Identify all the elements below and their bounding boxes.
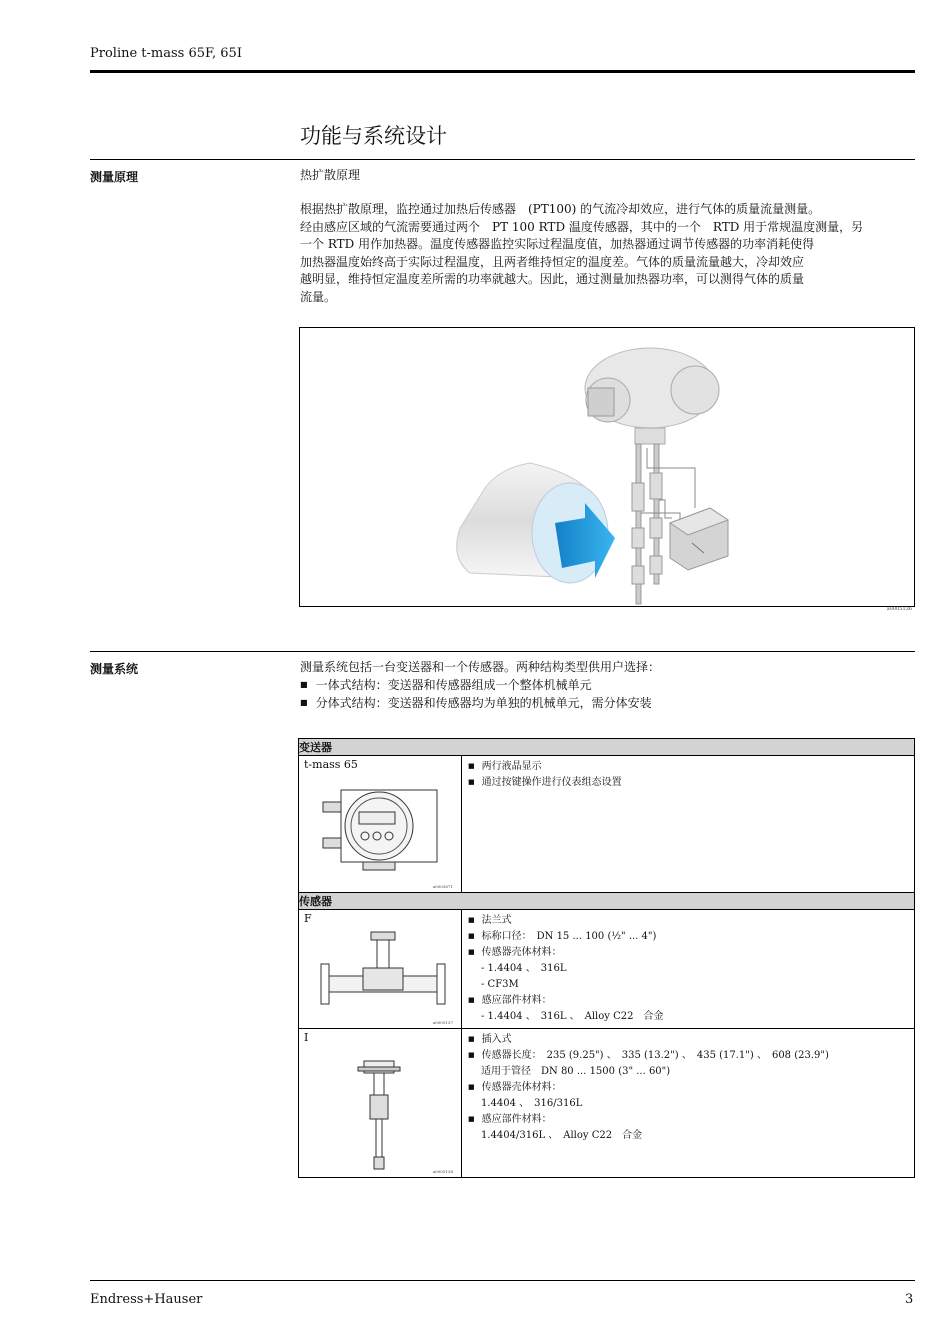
footer-rule (90, 1280, 915, 1281)
spec-bullet: ■ 标称口径： DN 15 ... 100 (½" ... 4") (468, 929, 908, 945)
system-bullets (300, 677, 652, 713)
para-line: 加热器温度始终高于实际过程温度，且两者维持恒定的温度差。气体的质量流量越大，冷却效应 (300, 254, 805, 269)
section-rule (90, 159, 915, 160)
principle-label: 测量原理 (90, 170, 139, 184)
sensor-i-code: a0005138 (432, 1169, 453, 1174)
spec-bullet: ■ 传感器长度： 235 (9.25") 、 335 (13.2") 、 435 (17.1") 、 608 (23.9") (468, 1048, 908, 1064)
sensor-f-row (299, 910, 915, 1029)
para-line: 越明显，维持恒定温度差所需的功率就越大。因此，通过测量加热器功率，可以测得气体的质量 (300, 272, 805, 286)
sensor-f-code: a0005137 (432, 1020, 453, 1025)
spec-bullet: ■ 两行液晶显示 (468, 759, 908, 775)
sensor-header: 传感器 (299, 893, 915, 910)
transmitter-header-row (299, 739, 915, 756)
spec-subline: 1.4404/316L 、 Alloy C22 合金 (481, 1130, 643, 1141)
transmitter-row (299, 756, 915, 893)
spec-subline: 1.4404 、 316/316L (481, 1098, 583, 1109)
principle-figure (299, 327, 915, 607)
transmitter-desc (462, 756, 915, 893)
figure-code: a0005136 (886, 606, 912, 612)
spec-subline: - CF3M (481, 979, 519, 990)
para-line: 经由感应区域的气流需要通过两个 PT 100 RTD 温度传感器，其中的一个 RTD 用于常规温度测量，另 (300, 219, 864, 234)
transmitter-header: 变送器 (299, 739, 915, 756)
spec-bullet: ■ 感应部件材料： (468, 1112, 908, 1128)
spec-subline: 适用于管径 DN 80 ... 1500 (3" ... 60") (481, 1066, 671, 1077)
principle-subtitle: 热扩散原理 (300, 168, 361, 182)
principle-paragraph (300, 201, 915, 306)
spec-bullet: ■ 感应部件材料： (468, 993, 908, 1009)
insertion-sensor-drawing (354, 1057, 414, 1177)
sensor-i-desc (462, 1029, 915, 1178)
transmitter-code: a0003671 (432, 884, 453, 889)
bullet-item: ■ 分体式结构：变送器和传感器均为单独的机械单元，需分体安装 (300, 695, 652, 713)
para-line: 根据热扩散原理，监控通过加热后传感器 (PT100) 的气流冷却效应，进行气体的质量流量测量。 (300, 202, 821, 216)
thermal-dispersion-illustration (300, 328, 914, 606)
transmitter-name: t-mass 65 (304, 758, 358, 771)
sensor-header-row (299, 893, 915, 910)
sensor-f-image-cell (299, 910, 462, 1029)
transmitter-drawing (319, 782, 449, 882)
header-rule (90, 70, 915, 73)
system-label: 测量系统 (90, 662, 139, 676)
sensor-f-desc (462, 910, 915, 1029)
system-intro: 测量系统包括一台变送器和一个传感器。两种结构类型供用户选择： (300, 660, 661, 674)
para-line: 流量。 (300, 289, 337, 304)
transmitter-image-cell (299, 756, 462, 893)
footer-brand: Endress+Hauser (90, 1292, 203, 1307)
flange-sensor-drawing (313, 928, 453, 1018)
sensor-f-name: F (304, 912, 312, 925)
para-line: 一个 RTD 用作加热器。温度传感器监控实际过程温度值，加热器通过调节传感器的功率消耗使得 (300, 237, 815, 251)
spec-subline: - 1.4404 、 316L 、 Alloy C22 合金 (481, 1011, 664, 1022)
section-rule-2 (90, 651, 915, 652)
bullet-item: ■ 一体式结构：变送器和传感器组成一个整体机械单元 (300, 677, 652, 695)
sensor-i-row (299, 1029, 915, 1178)
spec-bullet: ■ 传感器壳体材料： (468, 945, 908, 961)
spec-bullet: ■ 通过按键操作进行仪表组态设置 (468, 775, 908, 791)
spec-subline: - 1.4404 、 316L (481, 963, 567, 974)
spec-table (298, 738, 915, 1178)
spec-bullet: ■ 法兰式 (468, 913, 908, 929)
section-title: 功能与系统设计 (300, 124, 447, 148)
sensor-i-name: I (304, 1031, 309, 1044)
spec-bullet: ■ 传感器壳体材料： (468, 1080, 908, 1096)
page-number: 3 (905, 1292, 914, 1307)
sensor-i-image-cell (299, 1029, 462, 1178)
spec-bullet: ■ 插入式 (468, 1032, 908, 1048)
doc-title: Proline t-mass 65F, 65I (90, 46, 242, 61)
